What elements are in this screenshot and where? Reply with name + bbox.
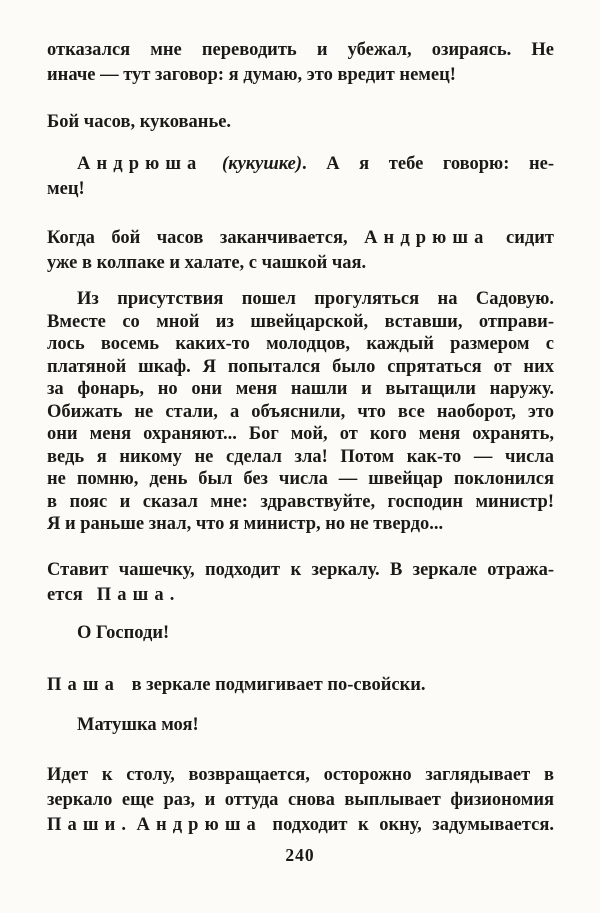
text-line: Идет к столу, возвращается, осторожно заглядывает в (47, 764, 554, 785)
character-name: Паша (47, 674, 120, 695)
text-line: отказался мне переводить и убежал, озираясь. Не (47, 40, 554, 60)
text-line: Ставит чашечку, подходит к зеркалу. В зеркале отража- (47, 559, 554, 580)
text-line (47, 673, 554, 698)
text-line: ведь я никому не сделал зла! Потом как-то — числа (47, 446, 554, 467)
stage-direction (47, 673, 554, 698)
stage-text: . (121, 814, 137, 835)
text-line: за фонарь, но они меня нашли и вытащили наружу. (47, 379, 554, 399)
text-line: мец! (47, 179, 85, 199)
dialogue-text: . А я тебе говорю: не- (301, 154, 554, 174)
text-line: Бой часов, кукованье. (47, 112, 232, 132)
text-line: Я и раньше знал, что я министр, но не твердо... (47, 514, 444, 534)
text-line: не помню, день был без числа — швейцар поклонился (47, 469, 554, 489)
stage-direction (47, 558, 554, 608)
stage-text: подходит к окну, задумывается. (261, 814, 555, 835)
stage-text: Когда бой часов заканчивается, (47, 228, 348, 248)
text-line: Из присутствия пошел прогуляться на Садовую. (77, 289, 554, 309)
text-line: Матушка моя! (77, 714, 199, 735)
stage-text: . (169, 584, 175, 605)
page-number: 240 (285, 845, 315, 865)
text-line (47, 813, 554, 838)
character-name: Паша (96, 584, 170, 605)
dialogue-paragraph (47, 621, 554, 646)
stage-direction (47, 110, 554, 135)
text-line: иначе — тут заговор: я думаю, это вредит немец! (47, 65, 456, 85)
stage-text: в зеркале подмигивает по-свойски. (131, 674, 426, 695)
character-name: Андрюша (136, 814, 262, 835)
paragraph-continuation (47, 38, 554, 88)
stage-cue: (кукушке) (222, 154, 302, 174)
character-name: Андрюша (364, 228, 490, 248)
page-text (47, 38, 554, 838)
stage-text: сидит (506, 228, 554, 248)
dialogue-paragraph (47, 288, 554, 536)
stage-text: ется (47, 584, 83, 605)
text-line: лось восемь каких-то молодцов, каждый размером с (47, 334, 554, 354)
text-line: О Господи! (77, 622, 170, 643)
stage-direction (47, 226, 554, 276)
dialogue-paragraph (47, 713, 554, 738)
text-line (47, 226, 554, 251)
speaker-name: Андрюша (77, 154, 203, 174)
text-line: уже в колпаке и халате, с чашкой чая. (47, 253, 367, 273)
text-line: зеркало еще раз, и оттуда снова выплывает физиономия (47, 789, 554, 810)
text-line (47, 152, 554, 177)
text-line: Вместе со мной из швейцарской, вставши, отправи- (47, 311, 554, 332)
text-line: платяной шкаф. Я попытался было спрятаться от них (47, 356, 554, 377)
text-line (47, 583, 554, 608)
text-line: Обижать не стали, а объяснили, что все наоборот, это (47, 401, 554, 422)
text-line: они меня охраняют... Бог мой, от кого меня охранять, (47, 424, 554, 444)
dialogue-paragraph (47, 152, 554, 202)
stage-direction (47, 763, 554, 838)
text-line: в пояс и сказал мне: здравствуйте, господин министр! (47, 491, 554, 512)
character-name: Паши (47, 814, 122, 835)
